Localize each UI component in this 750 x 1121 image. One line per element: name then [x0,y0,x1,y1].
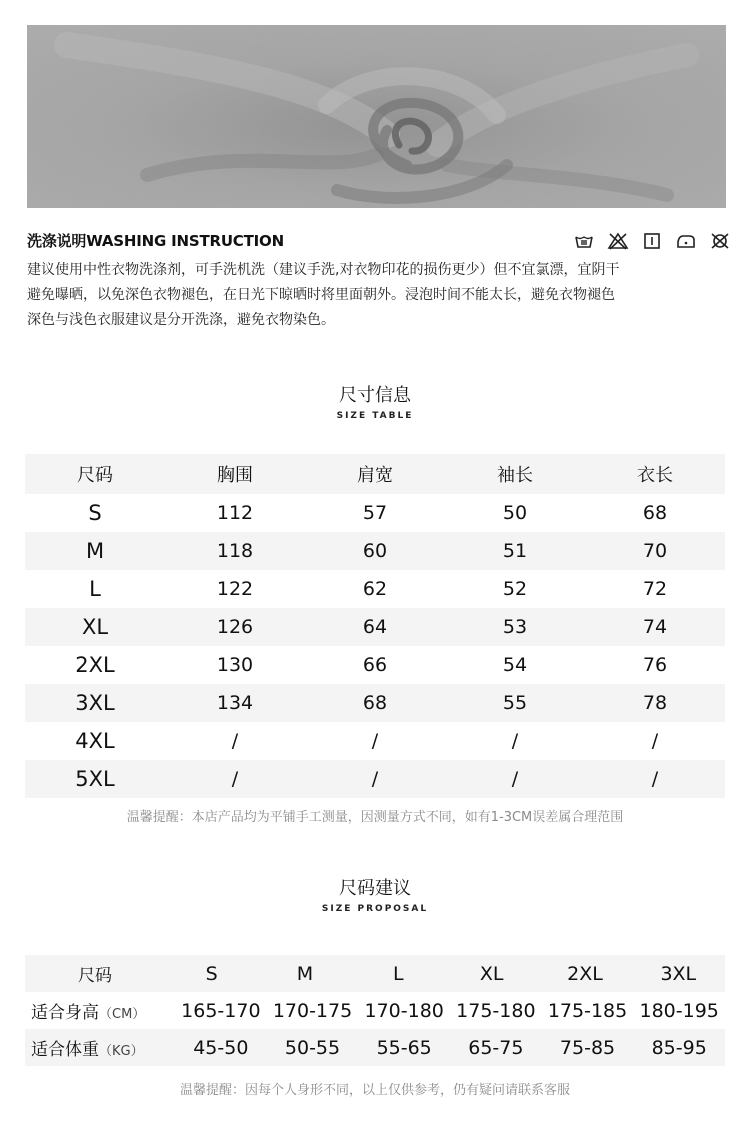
size-proposal-note: 温馨提醒：因每个人身形不同，以上仅供参考，仍有疑问请联系客服 [179,1083,570,1098]
size-cell: M [85,539,105,563]
table-cell: / [231,768,239,790]
washing-line: 建议使用中性衣物洗涤剂，可手洗机洗（建议手洗,对衣物印花的损伤更少）但不宜氯漂，宜阴干 [27,262,620,278]
height-label [25,998,175,1023]
table-cell: 74 [642,616,668,638]
table-cell: 55 [502,692,528,714]
table-cell: 68 [642,502,668,524]
weight-label-text: 适合体重 [31,1040,99,1060]
proposal-size: 2XL [567,962,603,985]
hand-wash-icon [573,232,595,250]
height-value: 170-175 [272,999,353,1022]
height-value: 175-185 [547,999,628,1022]
proposal-header-row [25,955,725,992]
table-row [25,760,725,798]
washing-line: 避免曝晒，以免深色衣物褪色，在日光下晾晒时将里面朝外。浸泡时间不能太长，避免衣物褪色 [27,287,615,303]
table-cell: / [371,730,379,752]
size-cell: 4XL [75,729,115,753]
weight-label [25,1035,175,1060]
proposal-weight-row [25,1029,725,1066]
proposal-size: XL [479,962,504,985]
no-bleach-icon [607,232,629,250]
size-table-subtitle: SIZE TABLE [336,411,414,421]
table-cell: / [651,730,659,752]
weight-value: 75-85 [559,1036,616,1059]
weight-value: 50-55 [284,1036,341,1059]
care-icons [573,232,731,250]
header-cell: 衣长 [637,465,673,486]
weight-value: 55-65 [376,1036,432,1059]
header-cell: 肩宽 [357,465,393,486]
size-table-header [25,454,725,494]
size-cell: 5XL [75,767,115,791]
table-cell: 72 [642,578,668,600]
washing-line: 深色与浅色衣服建议是分开洗涤，避免衣物染色。 [27,312,335,328]
weight-value: 65-75 [468,1036,524,1059]
table-cell: 53 [502,616,528,638]
size-proposal-heading [0,874,750,914]
table-cell: 54 [502,654,528,676]
table-row [25,570,725,608]
weight-value: 85-95 [651,1036,707,1059]
washing-text [27,258,732,333]
tumble-dry-icon [641,232,663,250]
table-row [25,608,725,646]
size-proposal-table [25,955,725,1066]
washing-title: 洗涤说明WASHING INSTRUCTION [27,232,284,250]
table-cell: 130 [216,654,254,676]
table-cell: 64 [362,616,388,638]
proposal-size: S [205,962,218,985]
table-row [25,646,725,684]
table-cell: 76 [642,654,668,676]
header-cell: 尺码 [77,465,113,486]
table-cell: / [511,768,519,790]
table-cell: / [231,730,239,752]
table-cell: 122 [216,578,254,600]
table-cell: 78 [642,692,668,714]
size-proposal-title: 尺码建议 [339,878,411,899]
height-value: 175-180 [456,999,536,1022]
size-table-heading [0,381,750,421]
header-cell: 胸围 [217,465,253,486]
table-cell: 51 [502,540,528,562]
table-cell: 57 [362,502,388,524]
table-row [25,532,725,570]
size-cell: L [89,577,101,601]
size-table-note: 温馨提醒：本店产品均为平铺手工测量，因测量方式不同，如有1-3CM误差属合理范围 [126,810,624,825]
size-cell: 2XL [75,653,115,677]
size-cell: S [88,501,102,525]
table-cell: / [511,730,519,752]
header-cell: 袖长 [497,465,533,486]
table-cell: 70 [642,540,668,562]
size-cell: XL [81,615,109,639]
table-row [25,494,725,532]
table-row [25,684,725,722]
table-cell: 52 [502,578,528,600]
table-cell: 62 [362,578,388,600]
size-proposal-subtitle: SIZE PROPOSAL [321,904,429,914]
fabric-photo [27,25,726,208]
size-cell: 3XL [75,691,115,715]
proposal-size: M [296,962,314,985]
no-dry-clean-icon [709,232,731,250]
iron-icon [675,232,697,250]
table-cell: 126 [216,616,254,638]
weight-value: 45-50 [193,1036,249,1059]
table-cell: 60 [362,540,388,562]
size-table [25,454,725,798]
proposal-size: L [393,962,404,985]
height-unit: （CM） [99,1007,146,1022]
table-cell: 118 [216,540,254,562]
height-label-text: 适合身高 [31,1003,99,1023]
table-row [25,722,725,760]
table-cell: 134 [216,692,254,714]
height-value: 165-170 [181,999,261,1022]
table-cell: / [371,768,379,790]
proposal-header-label: 尺码 [78,966,112,986]
proposal-height-row [25,992,725,1029]
height-value: 180-195 [639,999,719,1022]
fabric-swirl-image [27,25,726,208]
proposal-size: 3XL [660,962,697,985]
table-cell: 50 [502,502,528,524]
table-cell: 68 [362,692,388,714]
table-cell: / [651,768,659,790]
table-cell: 112 [216,502,254,524]
table-cell: 66 [362,654,388,676]
height-value: 170-180 [364,999,444,1022]
weight-unit: （KG） [99,1044,144,1059]
size-table-title: 尺寸信息 [339,385,411,406]
